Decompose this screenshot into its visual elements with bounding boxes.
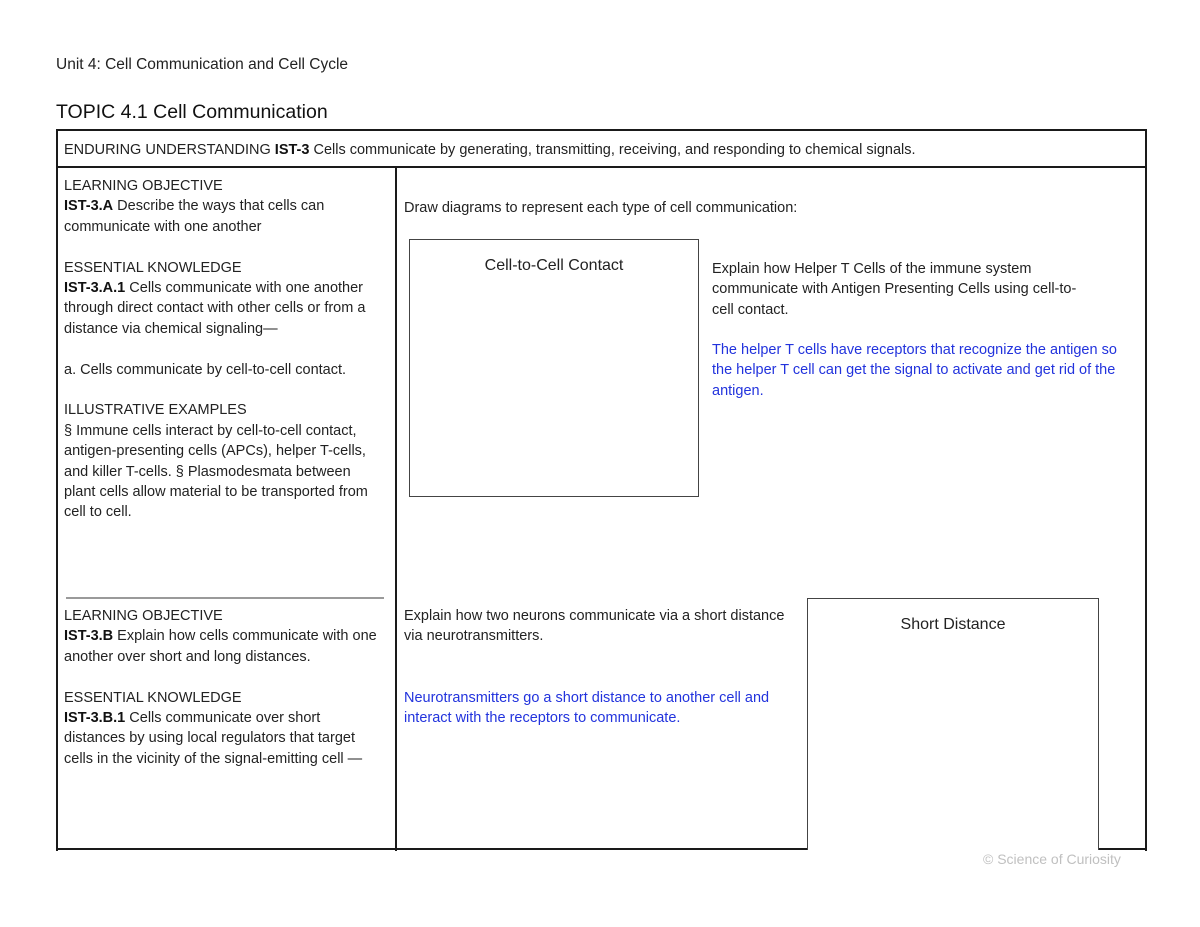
helper-t-answer[interactable]: The helper T cells have receptors that recognize the antigen so the helper T cell can get the signal to activate and get rid of the antigen. [712,342,1117,399]
enduring-code: IST-3 [274,142,310,158]
ek-code-b: IST-3.B.1 [64,710,126,727]
lo-b [64,626,382,667]
lo-a [64,196,382,237]
ek-heading-a: ESSENTIAL KNOWLEDGE [64,259,242,276]
ek-code-a: IST-3.A.1 [64,280,126,297]
section-a-left [64,176,382,523]
topic-title: TOPIC 4.1 Cell Communication [56,101,328,123]
diagram-instruction: Draw diagrams to represent each type of cell communication: [404,200,798,216]
lo-code-b: IST-3.B [64,628,114,645]
enduring-text: Cells communicate by generating, transmitting, receiving, and responding to chemical signals. [309,142,916,158]
ie-text: § Immune cells interact by cell-to-cell contact, antigen-presenting cells (APCs), helper T-cells, and killer T-cells. § Plasmodesmata between plant cells allow material to be transported from cell to cell. [64,422,368,521]
enduring-label: ENDURING UNDERSTANDING [64,142,275,158]
ek-b [64,708,382,769]
helper-t-question: Explain how Helper T Cells of the immune system communicate with Antigen Presenting Cells using cell-to-cell contact. [712,261,1077,318]
copyright-footer: © Science of Curiosity [983,851,1121,867]
ek-sub-a: a. Cells communicate by cell-to-cell contact. [64,361,347,378]
ek-text-b: Cells communicate over short distances by using local regulators that target cells in the vicinity of the signal-emitting cell — [64,710,363,767]
enduring-understanding [64,140,1139,160]
lo-code-a: IST-3.A [64,198,114,215]
ek-a [64,278,382,339]
section-b-left [64,606,382,769]
neuron-answer[interactable]: Neurotransmitters go a short distance to another cell and interact with the receptors to communicate. [404,690,770,727]
ek-heading-b: ESSENTIAL KNOWLEDGE [64,689,242,706]
table-column-divider [395,166,397,851]
unit-title: Unit 4: Cell Communication and Cell Cycle [56,56,349,73]
neuron-question: Explain how two neurons communicate via a short distance via neurotransmitters. [404,608,785,645]
section-separator [66,597,384,599]
cell-contact-diagram-box[interactable] [409,239,699,497]
ie-heading: ILLUSTRATIVE EXAMPLES [64,402,247,419]
lo-text-a: Describe the ways that cells can communicate with one another [64,198,325,235]
table-row-divider [56,166,1147,168]
cell-contact-diagram-title: Cell-to-Cell Contact [484,257,624,274]
lo-text-b: Explain how cells communicate with one another over short and long distances. [64,628,377,665]
short-distance-diagram-title: Short Distance [900,616,1006,633]
ek-text-a: Cells communicate with one another through direct contact with other cells or from a distance via chemical signaling— [64,280,366,337]
short-distance-diagram-box[interactable] [807,598,1099,850]
lo-heading-a: LEARNING OBJECTIVE [64,178,223,194]
lo-heading-b: LEARNING OBJECTIVE [64,608,223,624]
